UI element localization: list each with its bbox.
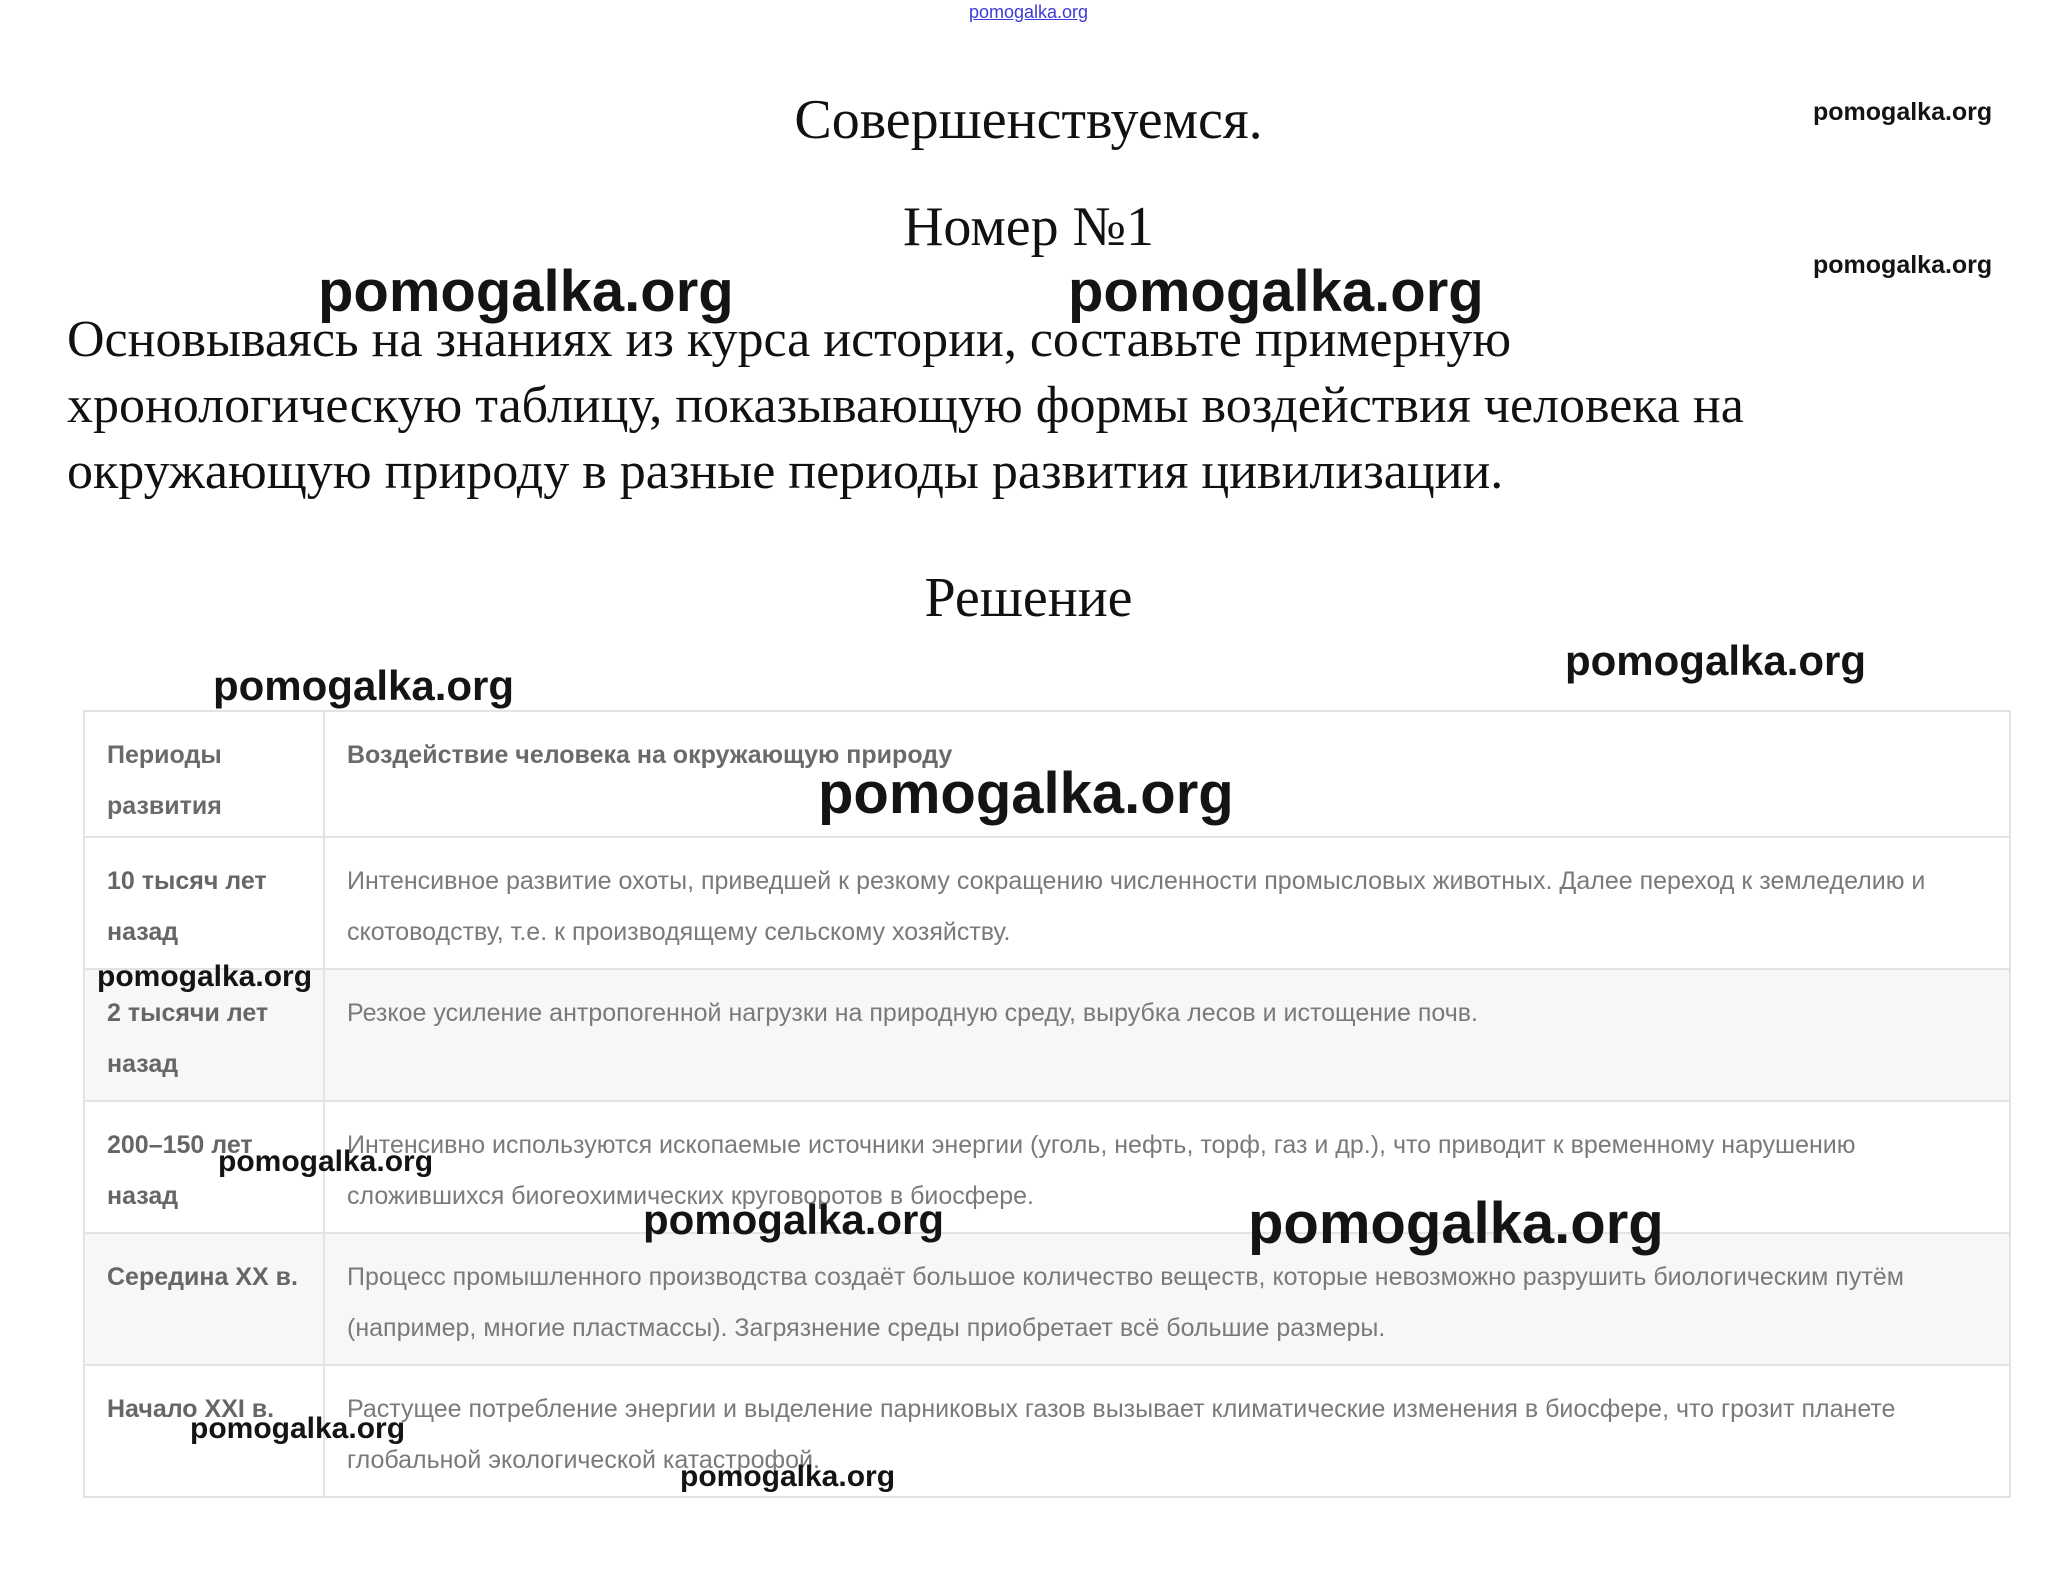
watermark: pomogalka.org — [213, 662, 515, 709]
table-row — [84, 1233, 2010, 1365]
watermark: pomogalka.org — [680, 1460, 896, 1493]
watermark: pomogalka.org — [318, 259, 734, 324]
watermark: pomogalka.org — [818, 761, 1234, 826]
impact-cell: Процесс промышленного производства создаёт большое количество веществ, которые невозможно разрушить биологическим путём (например, многие пластмассы). Загрязнение среды приобретает всё большие размеры. — [324, 1233, 2010, 1365]
task-line: Основываясь на знаниях из курса истории, составьте примерную — [67, 311, 1512, 368]
task-line: окружающую природу в разные периоды развития цивилизации. — [67, 443, 1504, 500]
problem-title: Номер №1 — [902, 196, 1155, 258]
task-line: хронологическую таблицу, показывающую формы воздействия человека на — [67, 377, 1744, 434]
watermark: pomogalka.org — [218, 1145, 434, 1178]
watermark: pomogalka.org — [643, 1196, 945, 1243]
header-period: Периоды развития — [84, 711, 324, 837]
watermark: pomogalka.org — [97, 960, 313, 993]
site-link[interactable]: pomogalka.org — [968, 2, 1089, 22]
period-cell: 10 тысяч лет назад — [84, 837, 324, 969]
watermark: pomogalka.org — [190, 1412, 406, 1445]
section-title: Совершенствуемся. — [794, 89, 1263, 151]
period-cell: Начало XXI в. — [84, 1365, 324, 1497]
watermark: pomogalka.org — [1813, 98, 1993, 126]
task-text — [67, 307, 2027, 505]
watermark: pomogalka.org — [1565, 637, 1867, 684]
watermark: pomogalka.org — [1813, 251, 1993, 279]
impact-cell: Резкое усиление антропогенной нагрузки на природную среду, вырубка лесов и истощение почв. — [324, 969, 2010, 1101]
solution-title: Решение — [924, 567, 1133, 629]
answer-table — [83, 710, 2011, 1498]
header-impact: Воздействие человека на окружающую природу — [324, 711, 2010, 837]
period-cell: 200–150 лет назад — [84, 1101, 324, 1233]
impact-cell: Интенсивно используются ископаемые источники энергии (уголь, нефть, торф, газ и др.), что приводит к временному нарушению сложившихся биогеохимических круговоротов в биосфере. — [324, 1101, 2010, 1233]
impact-cell: Растущее потребление энергии и выделение парниковых газов вызывает климатические изменения в биосфере, что грозит планете глобальной экологической катастрофой. — [324, 1365, 2010, 1497]
table-row — [84, 969, 2010, 1101]
table-row — [84, 837, 2010, 969]
watermark: pomogalka.org — [1068, 259, 1484, 324]
watermark: pomogalka.org — [1248, 1191, 1664, 1256]
impact-cell: Интенсивное развитие охоты, приведшей к резкому сокращению численности промысловых животных. Далее переход к земледелию и скотоводству, т.е. к производящему сельскому хозяйству. — [324, 837, 2010, 969]
period-cell: 2 тысячи лет назад — [84, 969, 324, 1101]
period-cell: Середина XX в. — [84, 1233, 324, 1365]
